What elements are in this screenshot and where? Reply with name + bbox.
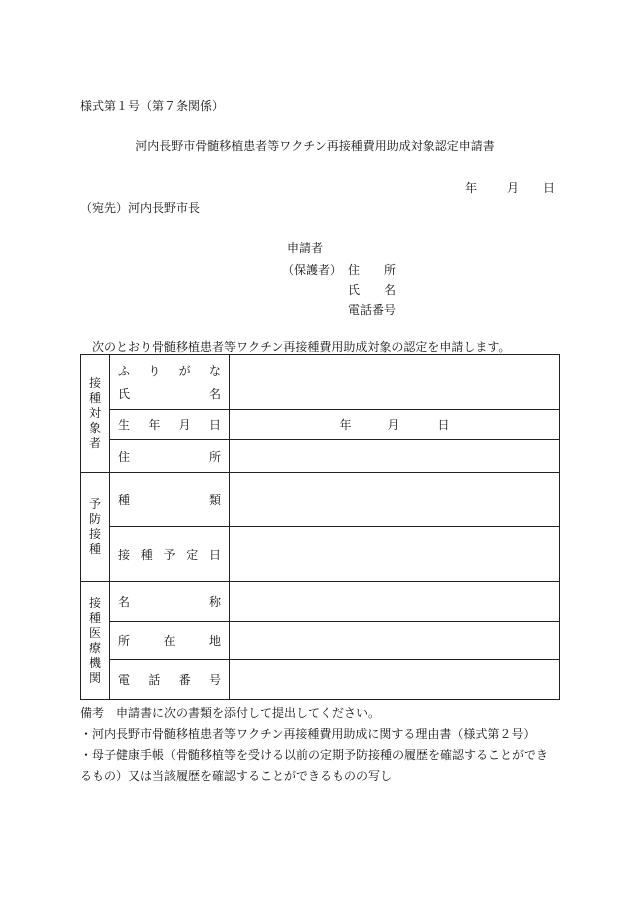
table-row (81, 410, 560, 440)
notes-item-1: ・河内長野市骨髄移植患者等ワクチン再接種費用助成に関する理由書（様式第２号） (80, 727, 536, 741)
char: 住 (118, 449, 131, 464)
char: な (208, 364, 221, 378)
birth-month: 月 (387, 418, 400, 432)
char: 名 (118, 595, 131, 609)
char: 地 (208, 634, 221, 648)
char: 住 (348, 263, 361, 277)
char: 予 (163, 547, 176, 562)
char: 年 (148, 418, 161, 432)
char: 生 (118, 418, 131, 432)
applicant-phone-label: 電話番号 (348, 303, 397, 317)
birth-day: 日 (437, 418, 450, 432)
table-row (81, 527, 560, 582)
guardian-label: （保護者） (282, 263, 343, 277)
label-furigana-name (110, 355, 230, 410)
char: 氏 (118, 387, 131, 401)
addressee: （宛先）河内長野市長 (80, 201, 201, 215)
label-address (110, 440, 230, 473)
char: 象 (88, 421, 101, 435)
char: 類 (208, 493, 221, 507)
char: 番 (178, 673, 191, 687)
application-date (465, 179, 555, 196)
char: 種 (88, 391, 101, 405)
char: 者 (88, 436, 101, 450)
table-row (81, 582, 560, 622)
char: 関 (88, 670, 101, 685)
char: 予 (88, 497, 101, 511)
char: 接 (88, 595, 101, 610)
group-vaccination (81, 473, 110, 582)
label-vaccine-type (110, 473, 230, 527)
input-phone[interactable] (230, 660, 560, 700)
input-name[interactable] (230, 355, 560, 410)
date-day: 日 (543, 181, 556, 195)
char: 接 (88, 527, 101, 541)
char: 接 (118, 547, 131, 562)
input-scheduled-date[interactable] (230, 527, 560, 582)
input-birthdate[interactable] (230, 410, 560, 440)
label-phone (110, 660, 230, 700)
char: 接 (88, 376, 101, 390)
birth-year: 年 (339, 418, 352, 432)
char: 氏 (348, 283, 361, 297)
date-year: 年 (465, 181, 478, 195)
char: 医 (88, 625, 101, 640)
char: 種 (118, 493, 131, 507)
char: 種 (140, 547, 153, 562)
char: り (148, 364, 161, 378)
applicant-label: 申請者 (287, 241, 324, 255)
label-institution-name (110, 582, 230, 622)
group-recipient (81, 355, 110, 473)
char: 在 (163, 634, 176, 648)
applicant-name-label (348, 281, 396, 298)
char: 名 (208, 387, 221, 401)
char: 所 (208, 449, 221, 464)
label-location (110, 622, 230, 660)
input-address[interactable] (230, 440, 560, 473)
char: 定 (186, 547, 199, 562)
table-row (81, 660, 560, 700)
form-number: 様式第１号（第７条関係） (80, 99, 225, 113)
char: 称 (208, 595, 221, 609)
applicant-address-label (348, 261, 396, 278)
char: 日 (208, 418, 221, 432)
char: 月 (178, 418, 191, 432)
char: ふ (118, 364, 131, 378)
application-table (80, 354, 560, 700)
char: 療 (88, 640, 101, 655)
label-birthdate (110, 410, 230, 440)
notes-item-2a: ・母子健康手帳（骨髄移植等を受ける以前の定期予防接種の履歴を確認することができ (80, 748, 549, 762)
table-row (81, 355, 560, 410)
date-month: 月 (507, 181, 520, 195)
char: 対 (88, 406, 101, 420)
char: 機 (88, 655, 101, 670)
char: 電 (118, 673, 131, 687)
char: が (178, 364, 191, 378)
label-scheduled-date (110, 527, 230, 582)
group-institution (81, 582, 110, 700)
char: 種 (88, 610, 101, 625)
input-institution-name[interactable] (230, 582, 560, 622)
table-row (81, 440, 560, 473)
intro-text: 次のとおり骨髄移植患者等ワクチン再接種費用助成対象の認定を申請します。 (92, 340, 511, 354)
char: 所 (384, 263, 397, 277)
document-title: 河内長野市骨髄移植患者等ワクチン再接種費用助成対象認定申請書 (135, 139, 495, 153)
input-vaccine-type[interactable] (230, 473, 560, 527)
notes-item-2b: るもの）又は当該履歴を確認することができるものの写し (80, 769, 393, 783)
notes (80, 703, 560, 787)
input-location[interactable] (230, 622, 560, 660)
char: 名 (384, 283, 397, 297)
char: 話 (148, 673, 161, 687)
char: 号 (208, 673, 221, 687)
char: 所 (118, 634, 131, 648)
notes-lead: 備考 申請書に次の書類を添付して提出してください。 (80, 706, 381, 720)
table-row (81, 473, 560, 527)
char: 種 (88, 542, 101, 556)
table-row (81, 622, 560, 660)
char: 日 (208, 547, 221, 562)
char: 防 (88, 512, 101, 526)
